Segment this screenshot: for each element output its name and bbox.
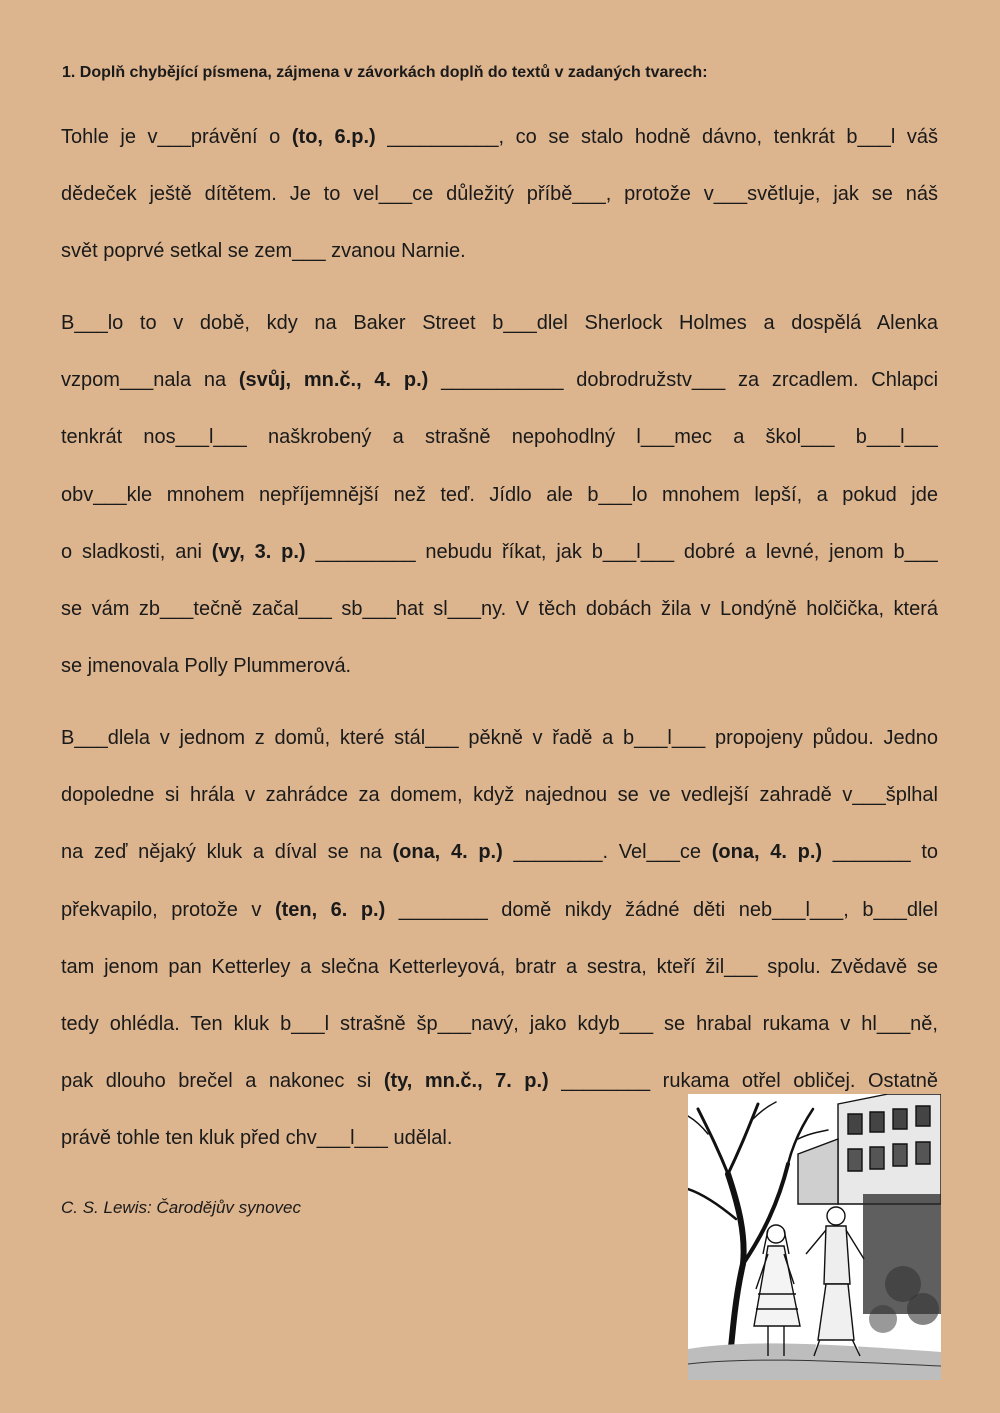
text-line [61,710,938,767]
text-line [61,166,938,223]
text-line [61,109,938,166]
text-line [61,824,938,881]
text-line [61,409,938,466]
pronoun-hint: (ona, 4. p.) [711,841,823,864]
text-line [61,295,938,352]
text-segment: obv___kle mnohem nepříjemnější než teď. Jídlo ale b___lo mnohem lepší, a pokud jde [61,483,938,506]
text-segment: na zeď nějaký kluk a díval se na [61,841,393,864]
text-segment: dědeček ještě dítětem. Je to vel___ce důležitý příbě___, protože v___světluje, jak se náš [61,183,938,206]
text-segment: tenkrát nos___l___ naškrobený a strašně nepohodlný l___mec a škol___ b___l___ [61,426,938,449]
paragraph-1 [61,109,938,281]
text-line [61,223,938,280]
text-segment: o sladkosti, ani [61,540,212,563]
text-line [61,882,938,939]
text-line [61,352,938,409]
text-line [61,524,938,581]
pronoun-hint: (ten, 6. p.) [274,898,386,921]
exercise-heading: 1. Doplň chybějící písmena, zájmena v závorkách doplň do textů v zadaných tvarech: [62,64,708,81]
text-segment: ________ domě nikdy žádné děti neb___l___, b___dlel [385,898,938,921]
text-segment: pak dlouho brečel a nakonec si [61,1070,384,1093]
text-line [61,767,938,824]
text-line [61,467,938,524]
text-segment: _______ to [822,841,938,864]
author-citation: C. S. Lewis: Čarodějův synovec [61,1198,301,1217]
pronoun-hint: (ona, 4. p.) [392,841,503,864]
text-segment: B___lo to v době, kdy na Baker Street b___dlel Sherlock Holmes a dospělá Alenka [61,312,938,334]
text-segment: se jmenovala Polly Plummerová. [61,655,352,678]
paragraph-2 [61,295,938,695]
text-segment: B___dlela v jednom z domů, které stál___ pěkně v řadě a b___l___ propojeny půdou. Jedno [61,727,938,749]
pronoun-hint: (svůj, mn.č., 4. p.) [238,369,429,392]
text-line [61,638,938,695]
text-segment: překvapilo, protože v [61,898,275,921]
text-segment: vzpom___nala na [61,369,239,392]
illustration-drawing [688,1094,941,1380]
text-line [61,939,938,996]
text-segment: se vám zb___tečně začal___ sb___hat sl___ny. V těch dobách žila v Londýně holčička, která [61,597,938,620]
pronoun-hint: (vy, 3. p.) [211,540,306,563]
pronoun-hint: (ty, mn.č., 7. p.) [383,1070,549,1093]
text-line [61,581,938,638]
children-in-garden-illustration [688,1094,941,1380]
text-line [61,996,938,1053]
text-segment: _________ nebudu říkat, jak b___l___ dobré a levné, jenom b___ [305,540,938,563]
pronoun-hint: (to, 6.p.) [291,126,376,148]
text-segment: dopoledne si hrála v zahrádce za domem, když najednou se ve vedlejší zahradě v___šplhal [61,784,938,807]
text-segment: __________, co se stalo hodně dávno, tenkrát b___l váš [375,126,938,148]
text-segment: ________. Vel___ce [502,841,712,864]
text-segment: svět poprvé setkal se zem___ zvanou Narnie. [61,240,466,263]
text-segment: tedy ohlédla. Ten kluk b___l strašně šp___navý, jako kdyb___ se hrabal rukama v hl___ně, [61,1012,938,1035]
text-segment: Tohle je v___právění o [61,126,292,148]
text-segment: právě tohle ten kluk před chv___l___ udělal. [61,1127,453,1150]
text-segment: ___________ dobrodružstv___ za zrcadlem. Chlapci [428,369,938,392]
text-segment: tam jenom pan Ketterley a slečna Ketterleyová, bratr a sestra, kteří žil___ spolu. Zvědavě se [61,955,938,978]
text-segment: ________ rukama otřel obličej. Ostatně [548,1070,938,1093]
